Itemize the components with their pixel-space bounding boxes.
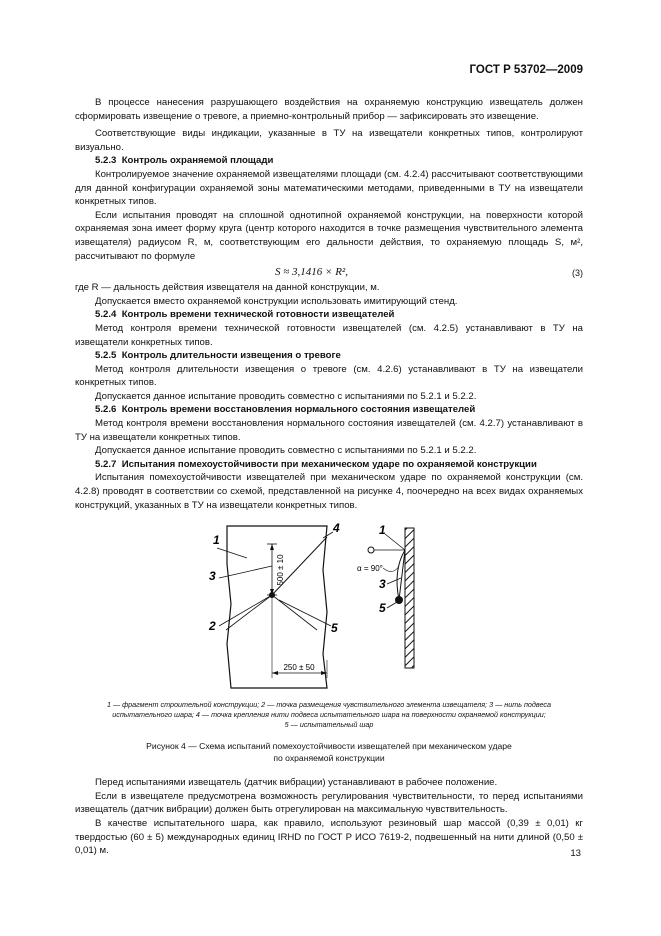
legend-line: 5 — испытательный шар (284, 720, 374, 730)
leader-line (217, 548, 247, 558)
paragraph: Метод контроля времени технической готовности извещателей (см. 4.2.5) устанавливают в ТУ на извещатели конкретных типов. (75, 322, 583, 348)
leader-line (387, 578, 401, 584)
label-3: 3 (209, 569, 216, 584)
leader-line (323, 532, 333, 538)
paragraph: где R — дальность действия извещателя на данной конструкции, м. (75, 282, 380, 294)
formula (75, 264, 583, 281)
leader-line (279, 600, 331, 626)
leader-line (272, 595, 317, 630)
paragraph: Контролируемое значение охраняемой извещателями площади (см. 4.2.4) рассчитывают соответствующими для данной конфигурации охраняемой зоны математическими методами, приведенными в ТУ на извещатели конкретных типов. (75, 168, 583, 208)
paragraph: Допускается данное испытание проводить совместно с испытаниями по 5.2.1 и 5.2.2. (95, 445, 477, 457)
section-heading (75, 308, 583, 322)
figure-caption (75, 740, 583, 764)
label-1: 1 (213, 533, 220, 548)
label-right-1: 1 (379, 523, 386, 538)
legend-line: испытательного шара; 4 — точка крепления нити подвеса испытательного шара на поверхности охраняемой конструкции; (112, 710, 546, 720)
paragraph: В качестве испытательного шара, как правило, используют резиновый шар массой (0,39 ± 0,01) кг твердостью (60 ± 5) международных единиц IRHD по ГОСТ Р ИСО 7619-2, подвешенный на нити длиной (0,50 ± 0,01) м. (75, 818, 583, 857)
section-number: 5.2.3 (95, 155, 117, 167)
vertical-dimension-label: 500 ± 10 (276, 554, 285, 586)
paragraph: В процессе нанесения разрушающего воздействия на охраняемую конструкцию извещатель должен сформировать извещение о тревоге, а приемно-контрольный прибор — зафиксировать это извещение. (75, 97, 583, 122)
arrowhead (321, 671, 327, 675)
figure-4 (75, 520, 583, 696)
section-title: Контроль времени технической готовности извещателей (121, 309, 395, 321)
section-title: Контроль охраняемой площади (121, 155, 274, 167)
test-scheme-diagram (75, 520, 583, 696)
section-title: Контроль времени восстановления нормального состояния извещателей (121, 404, 476, 416)
legend-line: 1 — фрагмент строительной конструкции; 2 — точка размещения чувствительного элемента извещателя; 3 — нить подвеса (106, 700, 552, 710)
document-code-header: ГОСТ Р 53702—2009 (469, 64, 583, 76)
paragraph: Метод контроля времени восстановления нормального состояния извещателей (см. 4.2.7) устанавливают в ТУ на извещатели конкретных типов. (75, 418, 583, 443)
section-heading (75, 154, 583, 168)
paragraph: Соответствующие виды индикации, указанные в ТУ на извещатели конкретных типов, контролируют визуально. (75, 128, 583, 153)
horizontal-dimension-label: 250 ± 50 (283, 663, 315, 673)
label-right-3: 3 (379, 577, 386, 592)
leader-line (385, 534, 405, 550)
caption-line: Рисунок 4 — Схема испытаний помехоустойчивости извещателей при механическом ударе (146, 741, 512, 752)
section-number: 5.2.4 (95, 309, 117, 321)
section-number: 5.2.5 (95, 350, 117, 362)
document-body (75, 96, 583, 858)
section-title: Контроль длительности извещения о тревоге (121, 350, 341, 362)
label-right-5: 5 (379, 601, 386, 616)
section-heading (75, 403, 583, 417)
wall-section (405, 528, 414, 668)
formula-expression: S ≈ 3,1416 × R², (275, 266, 348, 279)
section-heading (75, 458, 583, 472)
leader-line (219, 595, 272, 626)
section-title: Испытания помехоустойчивости при механическом ударе по охраняемой конструкции (121, 458, 537, 470)
paragraph: Испытания помехоустойчивости извещателей при механическом ударе по охраняемой конструкции (см. 4.2.8) проводят в соответствии со схемой, представленной на рисунке 4, поочередно на всех видах охраняемых конструкций, указанных в ТУ на извещатели конкретных типов. (75, 472, 583, 511)
leader-line (387, 602, 397, 608)
paragraph: Если в извещателе предусмотрена возможность регулирования чувствительности, то перед испытаниями извещатель (датчик вибрации) должен быть отрегулирован на максимальную чувствительность. (75, 790, 583, 816)
caption-line: по охраняемой конструкции (273, 753, 385, 764)
section-number: 5.2.7 (95, 458, 117, 470)
page-number: 13 (570, 848, 581, 859)
ball-raised-position (368, 547, 374, 553)
thread-hanging (399, 550, 405, 600)
label-5: 5 (331, 621, 338, 636)
label-2: 2 (209, 619, 216, 634)
paragraph: Допускается данное испытание проводить совместно с испытаниями по 5.2.1 и 5.2.2. (95, 390, 477, 402)
angle-arc (383, 566, 399, 572)
section-number: 5.2.6 (95, 404, 117, 416)
arrowhead (272, 671, 278, 675)
label-4: 4 (333, 521, 340, 536)
formula-number: (3) (572, 268, 583, 279)
leader-line (226, 595, 272, 630)
angle-label: α = 90° (357, 564, 383, 574)
figure-legend (75, 700, 583, 730)
paragraph: Допускается вместо охраняемой конструкции использовать имитирующий стенд. (95, 295, 458, 307)
arrowhead (270, 544, 274, 550)
paragraph: Метод контроля длительности извещения о тревоге (см. 4.2.6) устанавливают в ТУ на извещатели конкретных типов. (75, 363, 583, 389)
paragraph: Если испытания проводят на сплошной однотипной охраняемой конструкции, на поверхности которой охраняемая зона имеет форму круга (центр которого находится в точке размещения чувствительного элемента извещателя) радиусом R, м, соответствующим его дальности действия, то охраняемую площадь S, м², рассчитывают по формуле (75, 209, 583, 262)
paragraph: Перед испытаниями извещатель (датчик вибрации) устанавливают в рабочее положение. (95, 777, 498, 789)
section-heading (75, 349, 583, 363)
